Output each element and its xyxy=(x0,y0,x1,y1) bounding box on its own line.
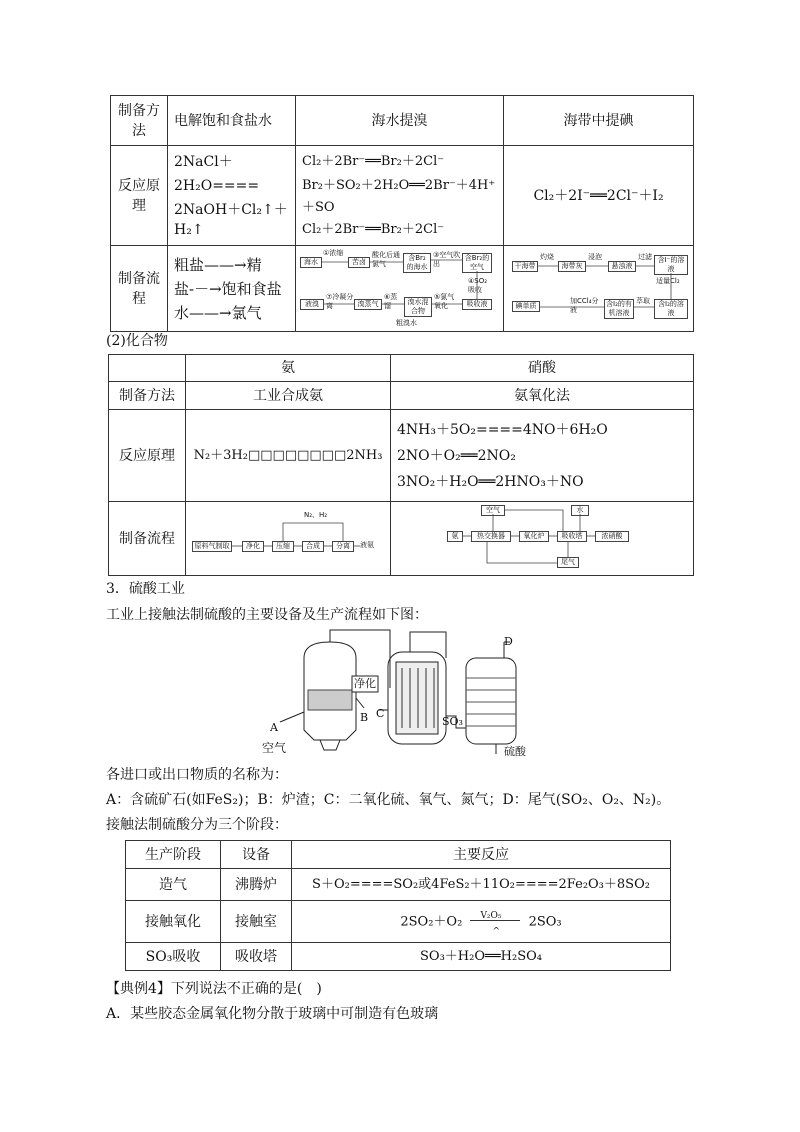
names-text: A：含硫矿石(如FeS₂)；B：炉渣；C：二氧化硫、氧气、氮气；D：尾气(SO₂、O₂、N₂)。 xyxy=(106,792,671,808)
bromine-reaction-line: Cl₂＋2Br⁻══Br₂＋2Cl⁻ xyxy=(302,153,445,169)
table1-header-nacl: 电解饱和食盐水 xyxy=(168,96,296,146)
table2-header-ammonia: 氨 xyxy=(186,355,391,382)
bromine-flow-box: 吸收液 xyxy=(462,299,492,310)
catalyst-arrow xyxy=(470,910,520,937)
nitric-flow-box: 热交换器 xyxy=(471,531,511,542)
table1-iodine-reaction: Cl₂＋2I⁻══2Cl⁻＋I₂ xyxy=(504,146,694,246)
bromine-flow-label: ④SO₂吸收 xyxy=(468,276,488,294)
table2-ammonia-method: 工业合成氨 xyxy=(186,382,391,410)
table3-equip: 沸腾炉 xyxy=(221,869,292,901)
nitric-reaction-line: 3NO₂＋H₂O══2HNO₃＋NO xyxy=(397,473,584,490)
contact-product: 2SO₃ xyxy=(528,914,562,929)
table-element-compounds xyxy=(108,354,694,576)
bromine-flow-label: ①浓缩 xyxy=(323,248,344,257)
table3-stage: 造气 xyxy=(126,869,221,901)
table3-stage: SO₃吸收 xyxy=(126,943,221,971)
bromine-flow-caption: 粗溴水 xyxy=(396,318,417,327)
table1-row-flow-label: 制备流程 xyxy=(111,246,168,332)
bromine-reaction-line: ＋SO xyxy=(302,199,335,215)
table1-header-method: 制备方法 xyxy=(111,96,168,146)
table2-method-label: 制备方法 xyxy=(109,382,186,410)
bromine-flow-label: 酸化后通氯气 xyxy=(372,250,400,268)
table3-header-reaction: 主要反应 xyxy=(292,841,671,869)
nitric-reaction-line: 2NO＋O₂══2NO₂ xyxy=(397,447,516,464)
table3-reaction: SO₃＋H₂O══H₂SO₄ xyxy=(292,943,671,971)
bromine-flow-label: ⑦冷凝分离 xyxy=(326,292,354,310)
nacl-reaction-line: 2NaOH＋Cl₂↑＋H₂↑ xyxy=(174,201,288,238)
nitric-flow-box: 空气 xyxy=(481,505,505,516)
bromine-flow-box: 海水 xyxy=(300,257,322,268)
nitric-reaction-line: 4NH₃＋5O₂====4NO＋6H₂O xyxy=(397,421,608,438)
table2-header-nitric: 硝酸 xyxy=(391,355,694,382)
table3-stage: 接触氧化 xyxy=(126,901,221,943)
nacl-flow-line: 水——→氯气 xyxy=(174,303,262,322)
diagram-label-acid: 硫酸 xyxy=(504,745,526,758)
table1-iodine-flow-cell xyxy=(504,246,694,332)
table1-bromine-reaction xyxy=(296,146,504,246)
catalyst-condition: ^ xyxy=(492,926,500,937)
diagram-label-c: C xyxy=(376,707,385,720)
iodine-flow-box: 含I₂的有机溶液 xyxy=(604,299,634,319)
diagram-label-purify: 净化 xyxy=(354,677,376,690)
nitric-flow-box: 水 xyxy=(571,505,589,516)
bromine-flow-label: ⑤氯气氧化 xyxy=(434,292,455,310)
table3-reaction: S＋O₂====SO₂或4FeS₂＋11O₂====2Fe₂O₃＋8SO₂ xyxy=(292,869,671,901)
nacl-flow-line: 盐-－→饱和食盐 xyxy=(174,279,282,298)
iodine-flow-box: 悬浊液 xyxy=(608,261,636,272)
section-compounds-title: (2)化合物 xyxy=(106,333,168,349)
ammonia-flow-diagram xyxy=(186,503,382,575)
ammonia-flow-arrows xyxy=(186,503,382,575)
iodine-flow-arrows xyxy=(504,247,692,331)
nacl-reaction-line: 2NaCl＋ xyxy=(174,153,233,170)
nitric-flow-box: 氧化炉 xyxy=(519,531,549,542)
table2-ammonia-reaction: N₂＋3H₂□□□□□□□□2NH₃ xyxy=(186,410,391,502)
nitric-flow-box: 尾气 xyxy=(557,557,579,568)
table2-nitric-flow-cell xyxy=(391,502,694,576)
ammonia-flow-box: 压缩 xyxy=(272,541,294,552)
ammonia-flow-box: 分离 xyxy=(332,541,354,552)
iodine-flow-box: 海带灰 xyxy=(558,261,586,272)
table1-nacl-reaction xyxy=(168,146,296,246)
table-element-stages xyxy=(125,840,671,971)
bromine-flow-box: 含Br₂的海水 xyxy=(403,253,431,273)
iodine-flow-label: 浸泡 xyxy=(588,252,602,261)
table3-header-equip: 设备 xyxy=(221,841,292,869)
diagram-label-d: D xyxy=(504,635,513,648)
table1-bromine-flow-cell xyxy=(296,246,504,332)
table1-nacl-flow xyxy=(168,246,296,332)
bromine-flow-arrows xyxy=(296,247,496,331)
table1-row-reaction-label: 反应原理 xyxy=(111,146,168,246)
bromine-flow-box: 液溴 xyxy=(300,299,324,310)
ammonia-recycle-label: N₂、H₂ xyxy=(304,510,328,519)
diagram-label-so3: SO₃ xyxy=(442,715,463,728)
example-label: 【典例4】下列说法不正确的是( ) xyxy=(106,981,322,997)
bromine-reaction-line: Br₂＋SO₂＋2H₂O══2Br⁻＋4H⁺ xyxy=(302,177,496,193)
catalyst-arrow-line xyxy=(470,920,520,921)
sulfuric-acid-plant-diagram xyxy=(260,628,550,760)
table2-header-empty xyxy=(109,355,186,382)
section3-title: 3．硫酸工业 xyxy=(106,581,185,597)
bromine-flow-box: 苦卤 xyxy=(348,257,370,268)
table1-header-iodine: 海带中提碘 xyxy=(504,96,694,146)
iodine-flow-box: 含I₂的溶液 xyxy=(654,299,688,319)
iodine-flow-label: 适量Cl₂ xyxy=(656,276,680,285)
table3-equip: 接触室 xyxy=(221,901,292,943)
table3-equip: 吸收塔 xyxy=(221,943,292,971)
iodine-flow-label: 加CCl₄分液 xyxy=(570,296,599,314)
bromine-flow-box: 溴蒸气 xyxy=(354,299,382,310)
bromine-flow-label: ③空气吹出 xyxy=(433,250,461,268)
table-element-preparation xyxy=(110,95,694,332)
iodine-flow-box: 干海带 xyxy=(512,261,538,272)
bromine-flow-box: 含Br₂的空气 xyxy=(462,253,492,273)
iodine-flow-box: 碘单质 xyxy=(512,301,540,312)
table2-nitric-reaction xyxy=(391,410,694,502)
nacl-flow-line: 粗盐——→精 xyxy=(174,255,262,274)
table2-flow-label: 制备流程 xyxy=(109,502,186,576)
ammonia-flow-box: 合成 xyxy=(302,541,324,552)
catalyst-label: V₂O₅ xyxy=(480,910,502,921)
bromine-reaction-line: Cl₂＋2Br⁻══Br₂＋2Cl⁻ xyxy=(302,221,445,237)
bromine-flow-label: ⑥蒸馏 xyxy=(384,292,398,310)
iodine-flow-label: 过滤 xyxy=(638,252,652,261)
iodine-flow-box: 含I⁻的溶液 xyxy=(654,255,688,275)
nacl-reaction-line: 2H₂O==== xyxy=(174,177,260,194)
ammonia-flow-product: 液氨 xyxy=(360,540,374,549)
option-a: A．某些胶态金属氧化物分散于玻璃中可制造有色玻璃 xyxy=(106,1006,439,1022)
table2-reaction-label: 反应原理 xyxy=(109,410,186,502)
nitric-flow-box: 吸收塔 xyxy=(557,531,587,542)
table3-reaction-contact xyxy=(292,901,671,943)
table2-nitric-method: 氨氧化法 xyxy=(391,382,694,410)
bromine-flow-diagram xyxy=(296,247,496,331)
ammonia-flow-box: 原料气制取 xyxy=(192,541,232,552)
names-title: 各进口或出口物质的名称为： xyxy=(106,767,288,783)
nitric-flow-diagram xyxy=(391,503,681,575)
diagram-label-a: A xyxy=(270,721,278,734)
nitric-flow-arrows xyxy=(391,503,681,575)
diagram-label-air: 空气 xyxy=(262,741,287,755)
nitric-flow-box: 氨 xyxy=(447,531,463,542)
iodine-flow-label: 萃取 xyxy=(636,296,650,305)
contact-reactants: 2SO₂＋O₂ xyxy=(400,914,463,929)
iodine-flow-diagram xyxy=(504,247,692,331)
table3-header-stage: 生产阶段 xyxy=(126,841,221,869)
ammonia-flow-box: 净化 xyxy=(242,541,264,552)
table2-ammonia-flow-cell xyxy=(186,502,391,576)
stages-intro: 接触法制硫酸分为三个阶段： xyxy=(106,817,288,833)
iodine-flow-label: 灼烧 xyxy=(540,252,554,261)
diagram-label-b: B xyxy=(360,711,369,724)
table1-header-bromine: 海水提溴 xyxy=(296,96,504,146)
bromine-flow-box: 溴水混合物 xyxy=(404,297,432,317)
section3-intro: 工业上接触法制硫酸的主要设备及生产流程如下图： xyxy=(106,607,428,623)
nitric-flow-box: 浓硝酸 xyxy=(595,531,629,542)
